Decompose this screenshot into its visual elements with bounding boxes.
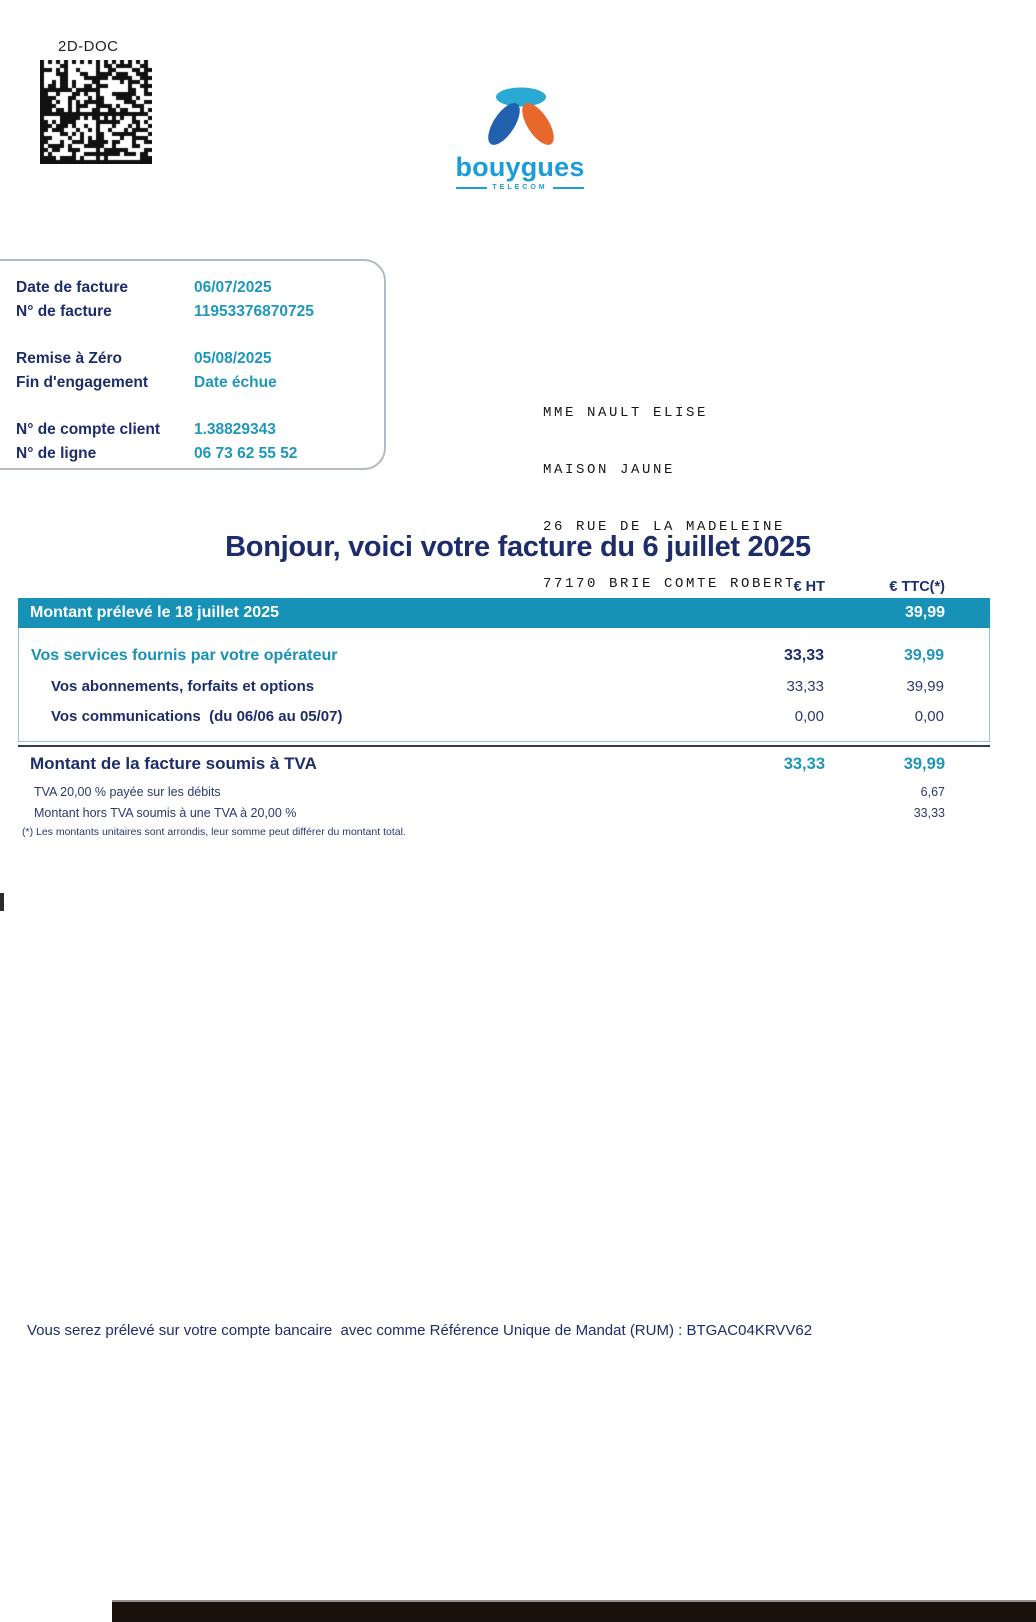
- service-row-communications: [19, 701, 989, 731]
- info-value: 05/08/2025: [194, 350, 272, 367]
- info-label: Remise à Zéro: [16, 350, 122, 367]
- page-title: Bonjour, voici votre facture du 6 juillet 2025: [225, 531, 811, 563]
- info-value: 11953376870725: [194, 303, 314, 320]
- amounts-table: [18, 576, 990, 838]
- service-row-label: Vos abonnements, forfaits et options: [51, 677, 315, 695]
- tva-detail-row-paid: [18, 781, 990, 802]
- info-row-invoice-number: [0, 300, 384, 324]
- 2d-doc-label: 2D-DOC: [58, 38, 119, 55]
- service-row-ttc: 0,00: [914, 707, 944, 725]
- services-header-ttc: 39,99: [903, 647, 944, 664]
- scan-artifact: [0, 893, 4, 911]
- info-label: N° de facture: [16, 303, 112, 320]
- invoice-info-box: [0, 259, 386, 470]
- tva-detail-label: TVA 20,00 % payée sur les débits: [34, 784, 221, 799]
- info-row-commitment-end: [0, 371, 384, 395]
- tva-total-label: Montant de la facture soumis à TVA: [30, 754, 317, 773]
- tva-detail-label: Montant hors TVA soumis à une TVA à 20,00 %: [34, 805, 297, 820]
- recipient-address-line: MAISON JAUNE: [543, 462, 676, 478]
- subbrand-text: TELECOM: [492, 184, 548, 191]
- subbrand-rule-left: [456, 187, 487, 189]
- tva-detail-ttc: 6,67: [920, 784, 945, 799]
- debit-total-bar: [18, 598, 990, 628]
- service-row-ht: 0,00: [794, 707, 824, 725]
- info-label: N° de ligne: [16, 445, 97, 462]
- bottom-scan-bar: [112, 1600, 1036, 1622]
- info-value: Date échue: [194, 374, 277, 391]
- bouygues-wordmark: bouygues: [455, 152, 585, 182]
- tva-detail-ttc: 33,33: [913, 805, 945, 820]
- debit-label: Montant prélevé le 18 juillet 2025: [30, 604, 279, 621]
- rounding-footnote: (*) Les montants unitaires sont arrondis, leur somme peut différer du montant total.: [22, 826, 406, 838]
- services-section: [18, 628, 990, 742]
- info-value: 06 73 62 55 52: [194, 445, 298, 462]
- services-header-ht: 33,33: [783, 647, 824, 664]
- service-row-ht: 33,33: [786, 677, 824, 695]
- service-row-ttc: 39,99: [906, 677, 944, 695]
- info-label: Fin d'engagement: [16, 374, 148, 391]
- bouygues-petals-icon: [458, 82, 582, 152]
- info-value: 1.38829343: [194, 421, 276, 438]
- bouygues-logo: [438, 82, 602, 191]
- subbrand-rule-right: [553, 187, 584, 189]
- tva-total-ttc: 39,99: [903, 754, 945, 773]
- info-label: Date de facture: [16, 279, 128, 296]
- info-value: 06/07/2025: [194, 279, 272, 296]
- recipient-city-line: 77170 BRIE COMTE ROBERT: [543, 576, 797, 592]
- info-row-reset-date: [0, 347, 384, 371]
- column-header-ht: € HT: [793, 579, 825, 595]
- services-header-label: Vos services fournis par votre opérateur: [31, 647, 338, 664]
- recipient-address-line: 26 RUE DE LA MADELEINE: [543, 519, 786, 535]
- table-column-headers: [18, 576, 990, 598]
- column-header-ttc: € TTC(*): [889, 579, 945, 595]
- services-header-row: [19, 641, 989, 671]
- mandate-reference-line: Vous serez prélevé sur votre compte bancaire avec comme Référence Unique de Mandat (RUM) : BTGAC04KRVV62: [27, 1322, 813, 1339]
- tva-detail-row-base: [18, 802, 990, 823]
- bouygues-subbrand: [456, 184, 584, 191]
- service-row-label: Vos communications (du 06/06 au 05/07): [51, 707, 343, 725]
- info-row-invoice-date: [0, 276, 384, 300]
- info-row-line-number: [0, 442, 384, 466]
- recipient-name: MME NAULT ELISE: [543, 405, 709, 421]
- debit-ttc: 39,99: [904, 604, 945, 621]
- info-label: N° de compte client: [16, 421, 161, 438]
- tva-total-ht: 33,33: [783, 754, 825, 773]
- 2d-doc-barcode: [40, 60, 152, 164]
- tva-total-row: [18, 747, 990, 781]
- info-row-client-account: [0, 418, 384, 442]
- service-row-subscriptions: [19, 671, 989, 701]
